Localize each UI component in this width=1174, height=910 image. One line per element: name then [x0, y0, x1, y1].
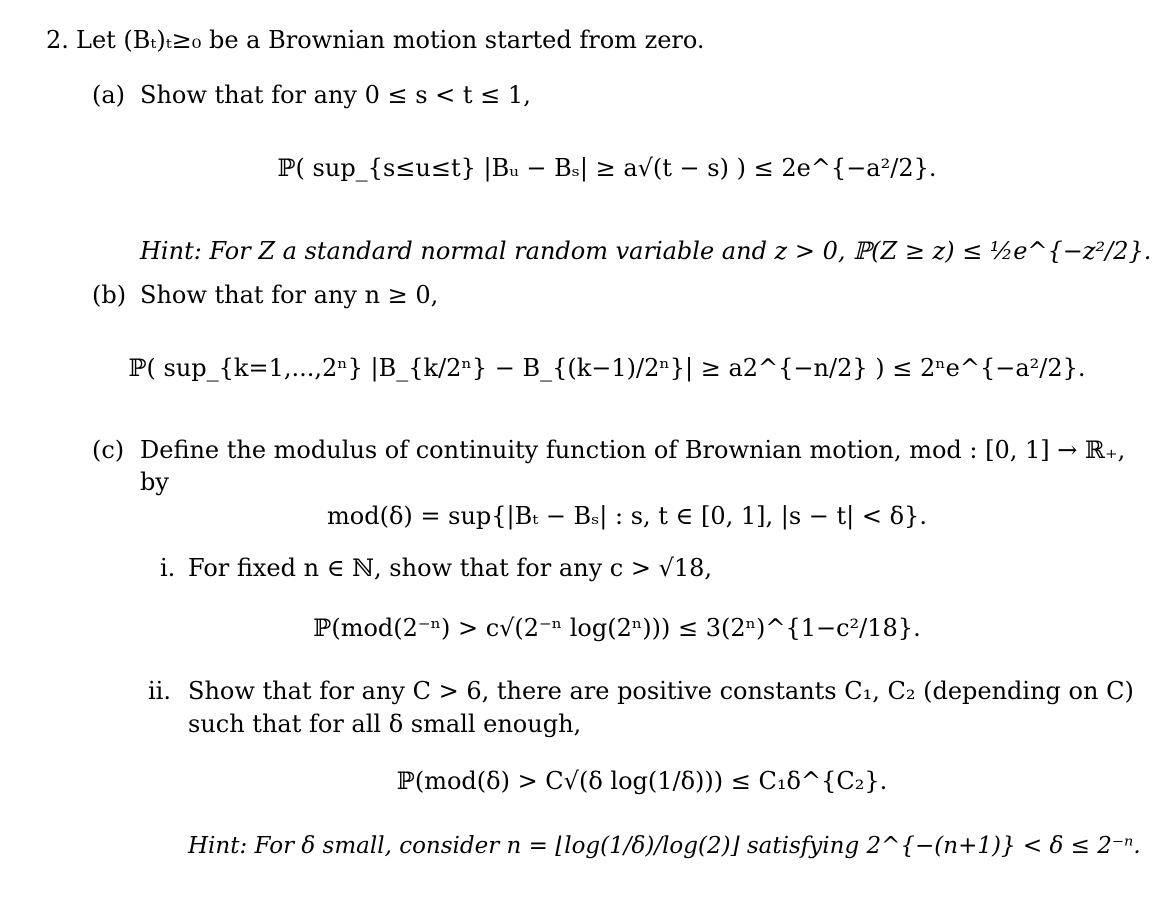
part-c-text-line1: Define the modulus of continuity function of Brownian motion, mod : [0, 1] → ℝ₊, [140, 436, 1126, 464]
part-a-hint: Hint: For Z a standard normal random variable and z > 0, ℙ(Z ≥ z) ≤ ½e^{−z²/2}. [140, 237, 1152, 265]
part-a-text: Show that for any 0 ≤ s < t ≤ 1, [140, 81, 531, 109]
item-ii-equation: ℙ(mod(δ) > C√(δ log(1/δ))) ≤ C₁δ^{C₂}. [396, 767, 888, 795]
problem-intro: Let (Bₜ)ₜ≥₀ be a Brownian motion started from zero. [76, 26, 705, 54]
part-a-equation: ℙ( sup_{s≤u≤t} |Bᵤ − Bₛ| ≥ a√(t − s) ) ≤ 2e^{−a²/2}. [277, 154, 937, 182]
item-i-label: i. [160, 554, 176, 582]
part-b-text: Show that for any n ≥ 0, [140, 281, 439, 309]
part-a-label: (a) [92, 81, 126, 109]
part-c-label: (c) [92, 436, 125, 464]
item-ii-hint: Hint: For δ small, consider n = ⌊log(1/δ)/log(2)⌋ satisfying 2^{−(n+1)} < δ ≤ 2⁻ⁿ. [188, 833, 1141, 859]
part-c-text-line2: by [140, 468, 169, 496]
item-ii-text-line2: such that for all δ small enough, [188, 710, 582, 738]
item-ii-text-line1: Show that for any C > 6, there are positive constants C₁, C₂ (depending on C) [188, 677, 1134, 705]
item-i-equation: ℙ(mod(2⁻ⁿ) > c√(2⁻ⁿ log(2ⁿ))) ≤ 3(2ⁿ)^{1−c²/18}. [313, 614, 921, 642]
problem-number: 2. [46, 26, 69, 54]
part-c-definition: mod(δ) = sup{|Bₜ − Bₛ| : s, t ∈ [0, 1], |s − t| < δ}. [327, 502, 927, 530]
part-b-label: (b) [92, 281, 127, 309]
item-i-text: For fixed n ∈ ℕ, show that for any c > √18, [188, 554, 713, 582]
item-ii-label: ii. [148, 677, 171, 705]
part-b-equation: ℙ( sup_{k=1,...,2ⁿ} |B_{k/2ⁿ} − B_{(k−1)/2ⁿ}| ≥ a2^{−n/2} ) ≤ 2ⁿe^{−a²/2}. [128, 354, 1086, 382]
